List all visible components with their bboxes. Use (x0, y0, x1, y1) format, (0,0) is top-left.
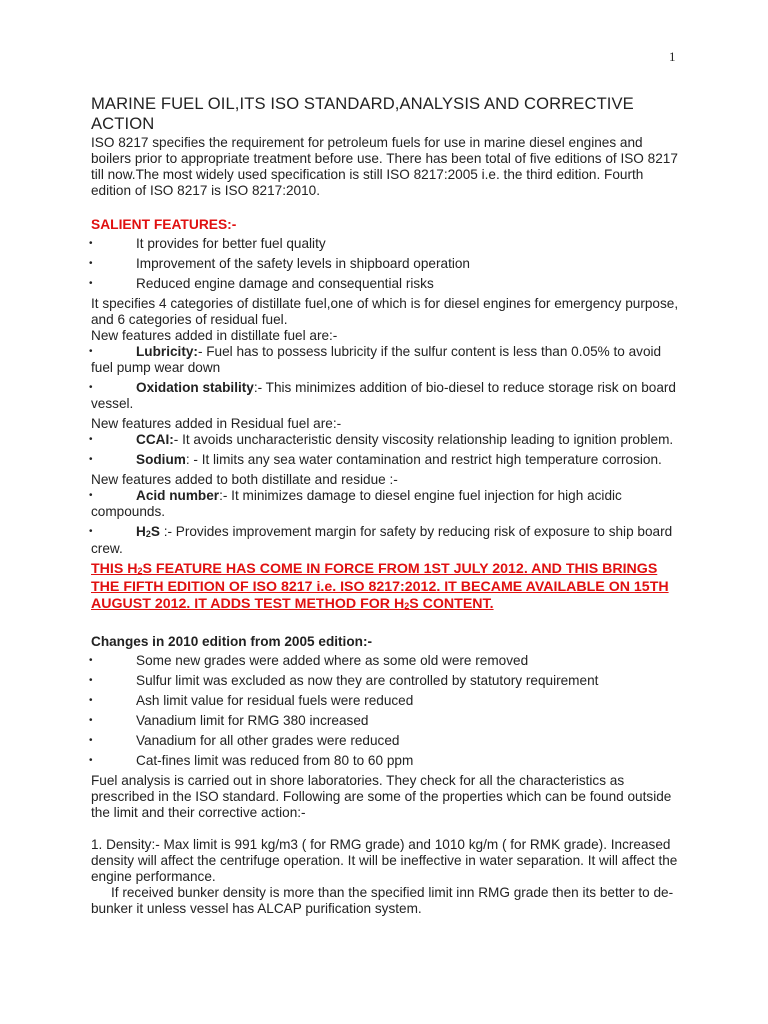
bullet-icon: • (89, 715, 93, 726)
both-heading: New features added to both distillate and residue :- (91, 472, 398, 487)
feature-term: $H_2S$ (136, 524, 160, 539)
bullet-icon: • (89, 526, 93, 537)
bullet-icon: • (89, 675, 93, 686)
density-followup-paragraph: If received bunker density is more than the specified limit inn RMG grade then its better to de-bunker it unless vessel has ALCAP purification system. (91, 885, 674, 916)
list-item: • It provides for better fuel quality (89, 236, 326, 251)
bullet-icon: • (89, 735, 93, 746)
bullet-icon: • (89, 434, 93, 445)
bullet-icon: • (89, 755, 93, 766)
bullet-icon: • (89, 278, 93, 289)
list-item: • Vanadium for all other grades were reduced (89, 733, 400, 748)
list-item: • Ash limit value for residual fuels were reduced (89, 693, 414, 708)
list-item: • $H_2S$ :- Provides improvement margin for safety by reducing risk of exposure to ship board crew. (89, 524, 673, 556)
bullet-icon: • (89, 490, 93, 501)
bullet-icon: • (89, 655, 93, 666)
bullet-icon: • (89, 382, 93, 393)
bullet-icon: • (89, 238, 93, 249)
distillate-features-list (91, 344, 681, 412)
list-item: • Lubricity:- Fuel has to possess lubricity if the sulfur content is less than 0.05% to avoid fuel pump wear down (89, 344, 662, 375)
document-body (91, 94, 681, 917)
page-number: 1 (669, 49, 676, 64)
page-title: MARINE FUEL OIL,ITS ISO STANDARD,ANALYSIS AND CORRECTIVE ACTION (91, 94, 634, 133)
list-item: • Some new grades were added where as some old were removed (89, 653, 529, 668)
list-item: • Vanadium limit for RMG 380 increased (89, 713, 369, 728)
changes-heading: Changes in 2010 edition from 2005 edition:- (91, 634, 372, 649)
list-item: • Sodium: - It limits any sea water contamination and restrict high temperature corrosion. (89, 452, 662, 467)
list-item: • Reduced engine damage and consequential risks (89, 276, 434, 291)
feature-term: CCAI: (136, 432, 174, 447)
categories-paragraph: It specifies 4 categories of distillate fuel,one of which is for diesel engines for emergency purpose, and 6 categories of residual fuel. (91, 296, 679, 327)
list-item: • Sulfur limit was excluded as now they are controlled by statutory requirement (89, 673, 599, 688)
fuel-analysis-paragraph: Fuel analysis is carried out in shore laboratories. They check for all the characteristics as prescribed in the ISO standard. Following are some of the properties which can be found outside the limit and their corrective action:- (91, 773, 672, 820)
list-item: • Cat-fines limit was reduced from 80 to 60 ppm (89, 753, 414, 768)
salient-features-heading: SALIENT FEATURES:- (91, 217, 237, 232)
bullet-icon: • (89, 346, 93, 357)
salient-features-list (91, 236, 681, 292)
feature-term: Acid number (136, 488, 220, 503)
residual-heading: New features added in Residual fuel are:- (91, 416, 342, 431)
bullet-icon: • (89, 454, 93, 465)
changes-list (91, 653, 681, 769)
list-item: • CCAI:- It avoids uncharacteristic density viscosity relationship leading to ignition problem. (89, 432, 674, 447)
feature-term: Oxidation stability (136, 380, 254, 395)
h2s-notice: THIS $H_2S$ FEATURE HAS COME IN FORCE FROM 1ST JULY 2012. AND THIS BRINGS THE FIFTH EDITION OF ISO 8217 i.e. ISO 8217:2012. IT BECAME AVAILABLE ON 15TH AUGUST 2012. IT ADDS TEST METHOD FOR $H_2S$ CONTENT. (91, 561, 669, 612)
feature-term: Lubricity: (136, 344, 198, 359)
list-item: • Oxidation stability:- This minimizes addition of bio-diesel to reduce storage risk on board vessel. (89, 380, 676, 411)
feature-term: Sodium (136, 452, 186, 467)
both-features-list (91, 488, 681, 557)
distillate-heading: New features added in distillate fuel are:- (91, 328, 338, 343)
list-item: • Acid number:- It minimizes damage to diesel engine fuel injection for high acidic compounds. (89, 488, 622, 519)
list-item: • Improvement of the safety levels in shipboard operation (89, 256, 470, 271)
bullet-icon: • (89, 258, 93, 269)
residual-features-list (91, 432, 681, 468)
intro-paragraph: ISO 8217 specifies the requirement for petroleum fuels for use in marine diesel engines and boilers prior to appropriate treatment before use. There has been total of five editions of ISO 8217 till now.The most widely used specification is still ISO 8217:2005 i.e. the third edition. Fourth edition of ISO 8217 is ISO 8217:2010. (91, 135, 678, 198)
bullet-icon: • (89, 695, 93, 706)
density-paragraph: 1. Density:- Max limit is 991 kg/m3 ( for RMG grade) and 1010 kg/m ( for RMK grade). Increased density will affect the centrifuge operation. It will be ineffective in water separation. It will affect the engine performance. (91, 837, 678, 884)
